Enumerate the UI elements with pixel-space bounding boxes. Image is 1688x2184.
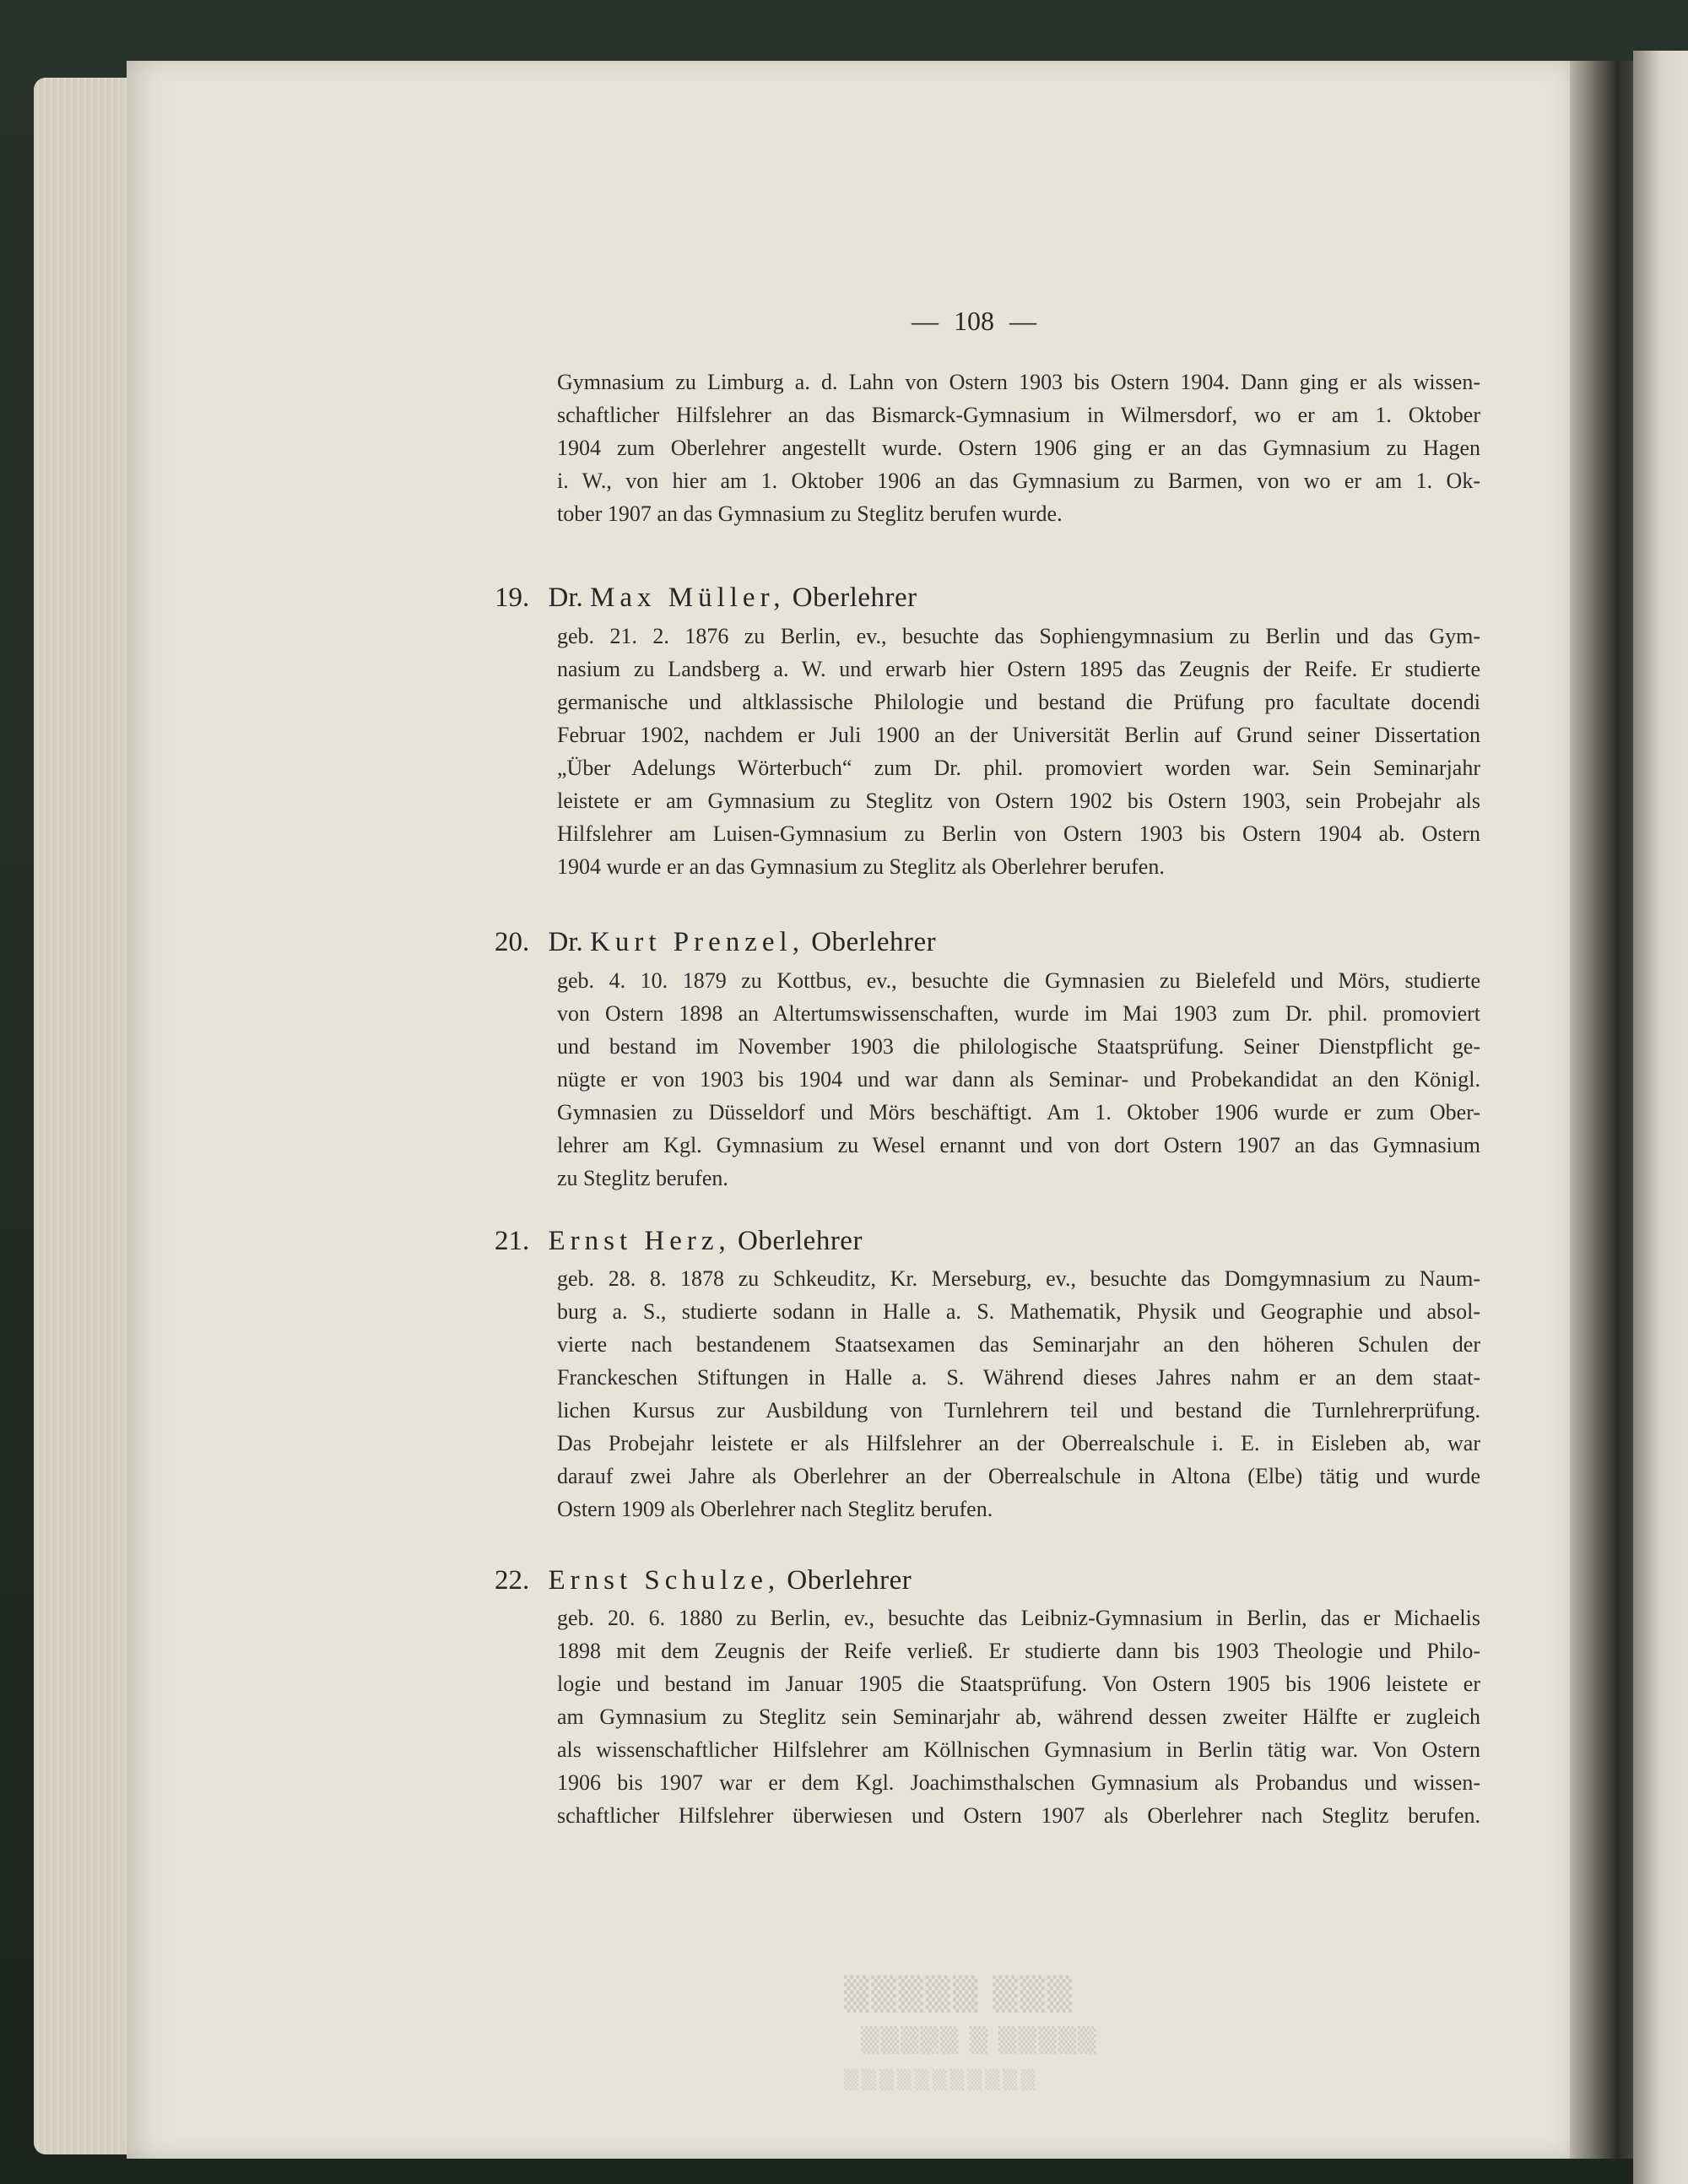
- entry-line: geb. 4. 10. 1879 zu Kottbus, ev., besuchte die Gymnasien zu Bielefeld und Mörs, studierte: [557, 968, 1480, 993]
- entry-line: burg a. S., studierte sodann in Halle a. S. Mathematik, Physik und Geographie und absol-: [557, 1299, 1480, 1324]
- entry-title: Dr.: [548, 927, 583, 957]
- entry-line: nügte er von 1903 bis 1904 und war dann als Seminar- und Probekandidat an den Königl.: [557, 1067, 1480, 1092]
- entry-line: leistete er am Gymnasium zu Steglitz von Ostern 1902 bis Ostern 1903, sein Probejahr als: [557, 789, 1480, 813]
- entry-line: am Gymnasium zu Steglitz sein Seminarjahr ab, während dessen zweiter Hälfte er zugleich: [557, 1704, 1480, 1729]
- intro-line: schaftlicher Hilfslehrer an das Bismarck-Gymnasium in Wilmersdorf, wo er am 1. Oktober: [557, 403, 1480, 427]
- entry-line: vierte nach bestandenem Staatsexamen das Seminarjahr an den höheren Schulen der: [557, 1332, 1480, 1357]
- entry-line: 1906 bis 1907 war er dem Kgl. Joachimsthalschen Gymnasium als Probandus und wissen-: [557, 1770, 1480, 1795]
- entry-line: schaftlicher Hilfslehrer überwiesen und Ostern 1907 als Oberlehrer nach Steglitz berufen.: [557, 1803, 1480, 1828]
- entry-number: 20.: [495, 927, 530, 957]
- entry-name: Max Müller,: [590, 583, 786, 613]
- entry-line: logie und bestand im Januar 1905 die Staatsprüfung. Von Ostern 1905 bis 1906 leistete er: [557, 1672, 1480, 1696]
- entry-role: Oberlehrer: [787, 1565, 912, 1596]
- intro-line: Gymnasium zu Limburg a. d. Lahn von Ostern 1903 bis Ostern 1904. Dann ging er als wissen-: [557, 370, 1480, 394]
- entry-name: Ernst Herz,: [548, 1226, 731, 1256]
- entry-line: Hilfslehrer am Luisen-Gymnasium zu Berlin von Ostern 1903 bis Ostern 1904 ab. Ostern: [557, 821, 1480, 846]
- entry-line: „Über Adelungs Wörterbuch“ zum Dr. phil. promoviert worden war. Sein Seminarjahr: [557, 756, 1480, 780]
- entry-line: 1904 wurde er an das Gymnasium zu Steglitz als Oberlehrer berufen.: [557, 854, 1165, 879]
- entry-line: von Ostern 1898 an Altertumswissenschaften, wurde im Mai 1903 zum Dr. phil. promoviert: [557, 1001, 1480, 1026]
- entry-name: Ernst Schulze,: [548, 1565, 781, 1596]
- entry-line: lichen Kursus zur Ausbildung von Turnlehrern teil und bestand die Turnlehrerprüfung.: [557, 1398, 1480, 1423]
- entry-line: Franckeschen Stiftungen in Halle a. S. Während dieses Jahres nahm er an dem staat-: [557, 1365, 1480, 1390]
- entry-number: 21.: [495, 1226, 530, 1256]
- adjacent-page: [1633, 51, 1688, 2184]
- entry-role: Oberlehrer: [811, 927, 937, 957]
- entry-line: als wissenschaftlicher Hilfslehrer am Köllnischen Gymnasium in Berlin tätig war. Von Ostern: [557, 1737, 1480, 1762]
- entry-name: Kurt Prenzel,: [590, 927, 804, 957]
- stamp-bleed-through: ▒▒▒▒▒ ▒▒▒: [844, 1975, 1074, 2013]
- entry-role: Oberlehrer: [792, 583, 917, 613]
- stamp-bleed-through: ▒▒▒▒▒ ▒ ▒▒▒▒▒: [861, 2026, 1098, 2054]
- entry-line: Das Probejahr leistete er als Hilfslehrer an der Oberrealschule i. E. in Eisleben ab, war: [557, 1431, 1480, 1455]
- entry-line: Februar 1902, nachdem er Juli 1900 an der Universität Berlin auf Grund seiner Dissertation: [557, 723, 1480, 747]
- entry-line: geb. 21. 2. 1876 zu Berlin, ev., besuchte das Sophiengymnasium zu Berlin und das Gym-: [557, 624, 1480, 648]
- entry-number: 22.: [495, 1565, 530, 1596]
- entry-line: und bestand im November 1903 die philologische Staatsprüfung. Seiner Dienstpflicht ge-: [557, 1034, 1480, 1059]
- entry-heading: [495, 1565, 912, 1596]
- entry-line: 1898 mit dem Zeugnis der Reife verließ. Er studierte dann bis 1903 Theologie und Philo-: [557, 1639, 1480, 1663]
- book-gutter: [1570, 61, 1637, 2159]
- entry-line: lehrer am Kgl. Gymnasium zu Wesel ernannt und von dort Ostern 1907 an das Gymnasium: [557, 1133, 1480, 1157]
- entry-heading: [495, 583, 917, 614]
- intro-line: i. W., von hier am 1. Oktober 1906 an das Gymnasium zu Barmen, von wo er am 1. Ok-: [557, 469, 1480, 493]
- entry-heading: [495, 927, 936, 958]
- entry-number: 19.: [495, 583, 530, 613]
- intro-line: tober 1907 an das Gymnasium zu Steglitz berufen wurde.: [557, 501, 1063, 526]
- entry-heading: [495, 1226, 863, 1257]
- stamp-bleed-through: ▒▒▒▒▒▒▒▒▒▒▒: [844, 2070, 1039, 2091]
- entry-line: geb. 20. 6. 1880 zu Berlin, ev., besuchte das Leibniz-Gymnasium in Berlin, das er Michaelis: [557, 1606, 1480, 1630]
- entry-line: nasium zu Landsberg a. W. und erwarb hier Ostern 1895 das Zeugnis der Reife. Er studierte: [557, 657, 1480, 681]
- entry-line: Gymnasien zu Düsseldorf und Mörs beschäftigt. Am 1. Oktober 1906 wurde er zum Ober-: [557, 1100, 1480, 1125]
- entry-role: Oberlehrer: [738, 1226, 863, 1256]
- entry-line: germanische und altklassische Philologie und bestand die Prüfung pro facultate docendi: [557, 690, 1480, 714]
- entry-line: zu Steglitz berufen.: [557, 1166, 728, 1190]
- intro-line: 1904 zum Oberlehrer angestellt wurde. Ostern 1906 ging er an das Gymnasium zu Hagen: [557, 436, 1480, 460]
- page-number: — 108 —: [912, 306, 1036, 336]
- entry-title: Dr.: [548, 583, 583, 613]
- entry-line: Ostern 1909 als Oberlehrer nach Steglitz berufen.: [557, 1497, 993, 1521]
- entry-line: darauf zwei Jahre als Oberlehrer an der Oberrealschule in Altona (Elbe) tätig und wurde: [557, 1464, 1480, 1488]
- entry-line: geb. 28. 8. 1878 zu Schkeuditz, Kr. Merseburg, ev., besuchte das Domgymnasium zu Naum-: [557, 1266, 1480, 1291]
